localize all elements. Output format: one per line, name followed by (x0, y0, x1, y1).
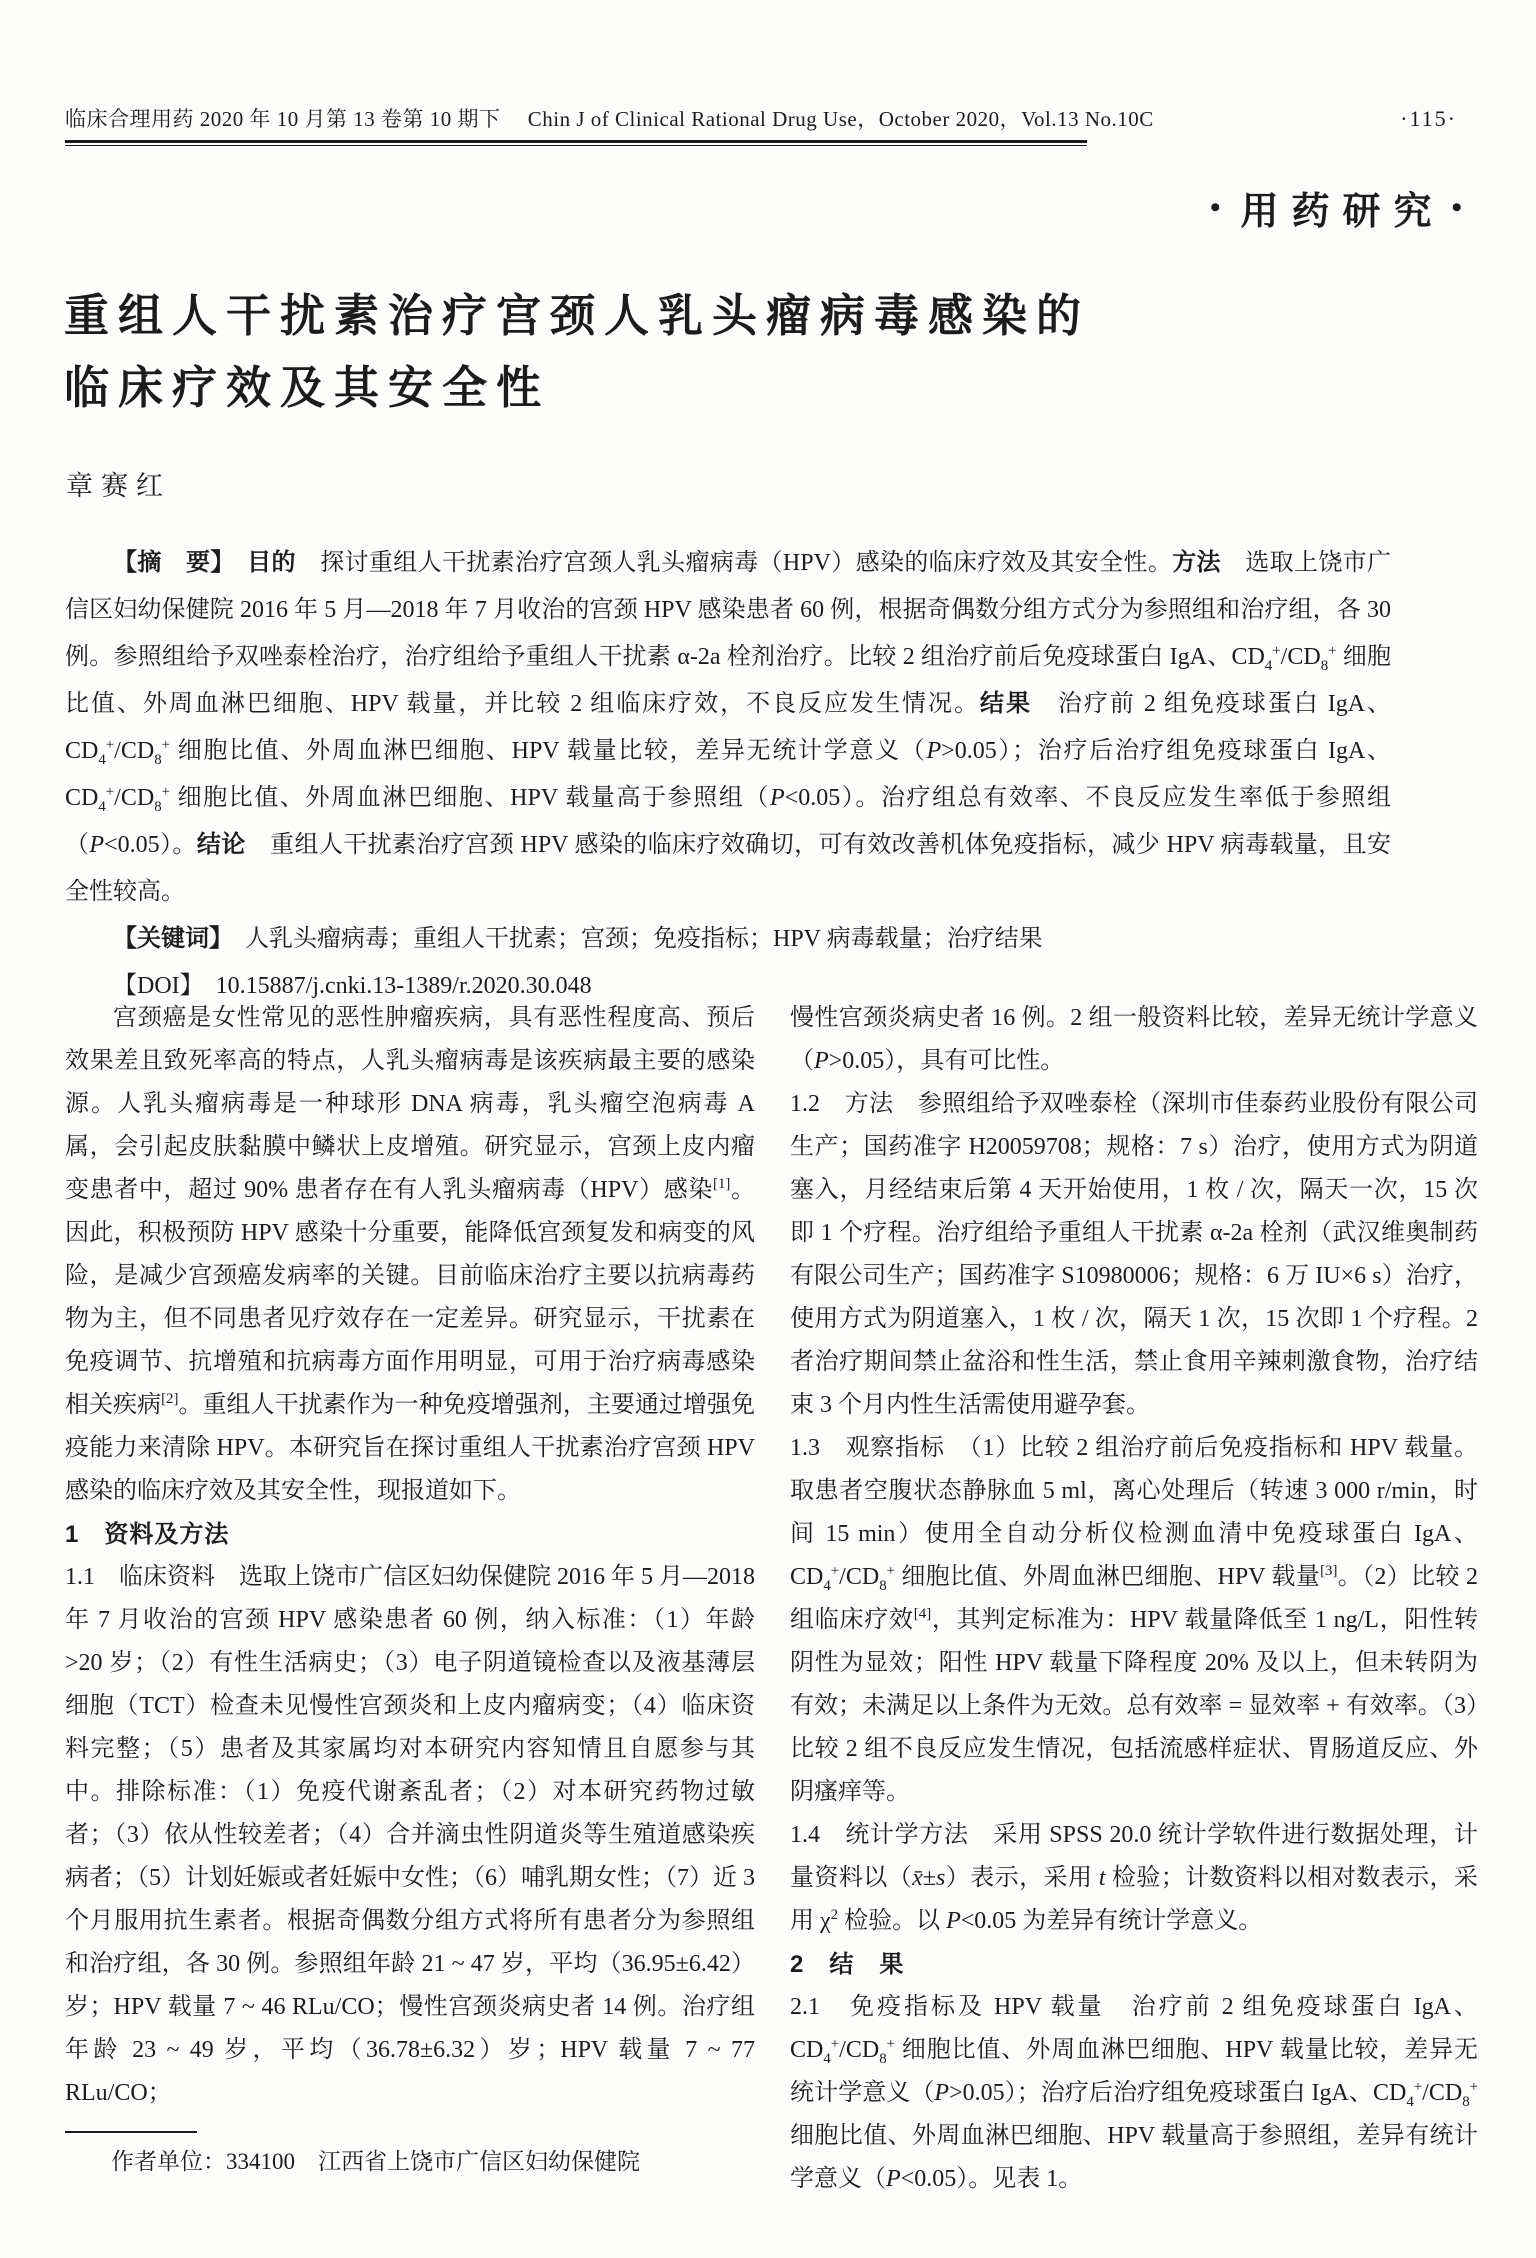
article-body (65, 997, 1478, 2201)
paragraph-clinical-data-continued: 慢性宫颈炎病史者 16 例。2 组一般资料比较，差异无统计学意义（P>0.05），具有可比性。 (790, 1005, 1478, 1074)
left-column (65, 997, 755, 2201)
author-name: 章赛红 (66, 471, 171, 501)
footnote-rule (65, 2131, 197, 2133)
paragraph-statistical-method: 1.4 统计学方法 采用 SPSS 20.0 统计学软件进行数据处理，计量资料以（x̄±s）表示，采用 t 检验；计数资料以相对数表示，采用 $\chi^2$ 检验。以 P<0.05 为差异有统计学意义。 (790, 1822, 1479, 1934)
right-column (790, 997, 1478, 2201)
page-number: ·115· (1400, 106, 1457, 131)
bullet-icon: • (1209, 190, 1221, 224)
section-label-text: 用药研究 (1240, 191, 1445, 233)
abstract-text: 【摘 要】 目的 探讨重组人干扰素治疗宫颈人乳头瘤病毒（HPV）感染的临床疗效及其安全性。方法 选取上饶市广信区妇幼保健院 2016 年 5 月—2018 年 7 月收治的宫颈 HPV 感染患者 60 例，根据奇偶数分组方式分为参照组和治疗组，各 30 例。参照组给予双唑泰栓治疗，治疗组给予重组人干扰素 α-2a 栓剂治疗。比较 2 组治疗前后免疫球蛋白 IgA、$CD_4^+/CD_8^+$ 细胞比值、外周血淋巴细胞、HPV 载量，并比较 2 组临床疗效，不良反应发生情况。结果 治疗前 2 组免疫球蛋白 IgA、$CD_4^+/CD_8^+$ 细胞比值、外周血淋巴细胞、HPV 载量比较，差异无统计学意义（P>0.05）；治疗后治疗组免疫球蛋白 IgA、$CD_4^+/CD_8^+$ 细胞比值、外周血淋巴细胞、HPV 载量高于参照组（P<0.05）。治疗组总有效率、不良反应发生率低于参照组（P<0.05）。结论 重组人干扰素治疗宫颈 HPV 感染的临床疗效确切，可有效改善机体免疫指标，减少 HPV 病毒载量，且安全性较高。 (65, 550, 1392, 905)
author-affiliation: 作者单位：334100 江西省上饶市广信区妇幼保健院 (111, 2149, 640, 2174)
paragraph-introduction: 宫颈癌是女性常见的恶性肿瘤疾病，具有恶性程度高、预后效果差且致死率高的特点，人乳头瘤病毒是该疾病最主要的感染源。人乳头瘤病毒是一种球形 DNA 病毒，乳头瘤空泡病毒 A 属，会引起皮肤黏膜中鳞状上皮增殖。研究显示，宫颈上皮内瘤变患者中，超过 90% 患者存在有人乳头瘤病毒（HPV）感染[1]。因此，积极预防 HPV 感染十分重要，能降低宫颈复发和病变的风险，是减少宫颈癌发病率的关键。目前临床治疗主要以抗病毒药物为主，但不同患者见疗效存在一定差异。研究显示，干扰素在免疫调节、抗增殖和抗病毒方面作用明显，可用于治疗病毒感染相关疾病[2]。重组人干扰素作为一种免疫增强剂，主要通过增强免疫能力来清除 HPV。本研究旨在探讨重组人干扰素治疗宫颈 HPV 感染的临床疗效及其安全性，现报道如下。 (65, 1005, 756, 1504)
paragraph-method: 1.2 方法 参照组给予双唑泰栓（深圳市佳泰药业股份有限公司生产；国药准字 H20059708；规格：7 s）治疗，使用方式为阴道塞入，月经结束后第 4 天开始使用，1 枚 / 次，隔天一次，15 次即 1 个疗程。治疗组给予重组人干扰素 α-2a 栓剂（武汉维奥制药有限公司生产；国药准字 S10980006；规格：6 万 IU×6 s）治疗，使用方式为阴道塞入，1 枚 / 次，隔天 1 次，15 次即 1 个疗程。2 者治疗期间禁止盆浴和性生活，禁止食用辛辣刺激食物，治疗结束 3 个月内性生活需使用避孕套。 (790, 1091, 1478, 1418)
doi-line: 【DOI】 10.15887/j.cnki.13-1389/r.2020.30.048 (113, 973, 592, 999)
keywords-line: 【关键词】 人乳头瘤病毒；重组人干扰素；宫颈；免疫指标；HPV 病毒载量；治疗结果 (113, 926, 1043, 952)
page-header (65, 103, 1457, 133)
journal-citation: 临床合理用药 2020 年 10 月第 13 卷第 10 期下 Chin J of Clinical Rational Drug Use，October 2020，Vol.13 No.10C (65, 107, 1154, 131)
footnote (65, 2131, 755, 2182)
paragraph-clinical-data: 1.1 临床资料 选取上饶市广信区妇幼保健院 2016 年 5 月—2018 年 7 月收治的宫颈 HPV 感染患者 60 例，纳入标准：（1）年龄 >20 岁；（2）有性生活病史；（3）电子阴道镜检查以及液基薄层细胞（TCT）检查未见慢性宫颈炎和上皮内瘤病变；（4）临床资料完整；（5）患者及其家属均对本研究内容知情且自愿参与其中。排除标准：（1）免疫代谢紊乱者；（2）对本研究药物过敏者；（3）依从性较差者；（4）合并滴虫性阴道炎等生殖道感染疾病者；（5）计划妊娠或者妊娠中女性；（6）哺乳期女性；（7）近 3 个月服用抗生素者。根据奇偶数分组方式将所有患者分为参照组和治疗组，各 30 例。参照组年龄 21 ~ 47 岁，平均（36.95±6.42）岁；HPV 载量 7 ~ 46 RLu/CO；慢性宫颈炎病史者 14 例。治疗组年龄 23 ~ 49 岁，平均（36.78±6.32）岁；HPV 载量 7 ~ 77 RLu/CO； (65, 1564, 755, 2106)
bullet-icon: • (1451, 190, 1462, 224)
section-heading-methods: 1 资料及方法 (65, 1521, 230, 1548)
header-rule (65, 140, 1087, 146)
paragraph-results: 2.1 免疫指标及 HPV 载量 治疗前 2 组免疫球蛋白 IgA、$CD_4^+/CD_8^+$ 细胞比值、外周血淋巴细胞、HPV 载量比较，差异无统计学意义（P>0.05）；治疗后治疗组免疫球蛋白 IgA、$CD_4^+/CD_8^+$ 细胞比值、外周血淋巴细胞、HPV 载量高于参照组，差异有统计学意义（P<0.05）。见表 1。 (790, 1994, 1479, 2192)
article-title (64, 280, 1090, 424)
paragraph-observation-index: 1.3 观察指标 （1）比较 2 组治疗前后免疫指标和 HPV 载量。取患者空腹状态静脉血 5 ml，离心处理后（转速 3 000 r/min，时间 15 min）使用全自动分析仪检测血清中免疫球蛋白 IgA、$CD_4^+/CD_8^+$ 细胞比值、外周血淋巴细胞、HPV 载量[3]。（2）比较 2 组临床疗效[4]，其判定标准为：HPV 载量降低至 1 ng/L，阳性转阴性为显效；阳性 HPV 载量下降程度 20% 及以上，但未转阴为有效；未满足以上条件为无效。总有效率 = 显效率 + 有效率。（3）比较 2 组不良反应发生情况，包括流感样症状、胃肠道反应、外阴瘙痒等。 (790, 1435, 1479, 1805)
article-title-line-2: 临床疗效及其安全性 (64, 363, 551, 413)
column-section-label (1210, 180, 1462, 235)
article-title-line-1: 重组人干扰素治疗宫颈人乳头瘤病毒感染的 (64, 291, 1091, 341)
section-heading-results: 2 结 果 (790, 1951, 905, 1978)
abstract-block (65, 540, 1391, 1010)
